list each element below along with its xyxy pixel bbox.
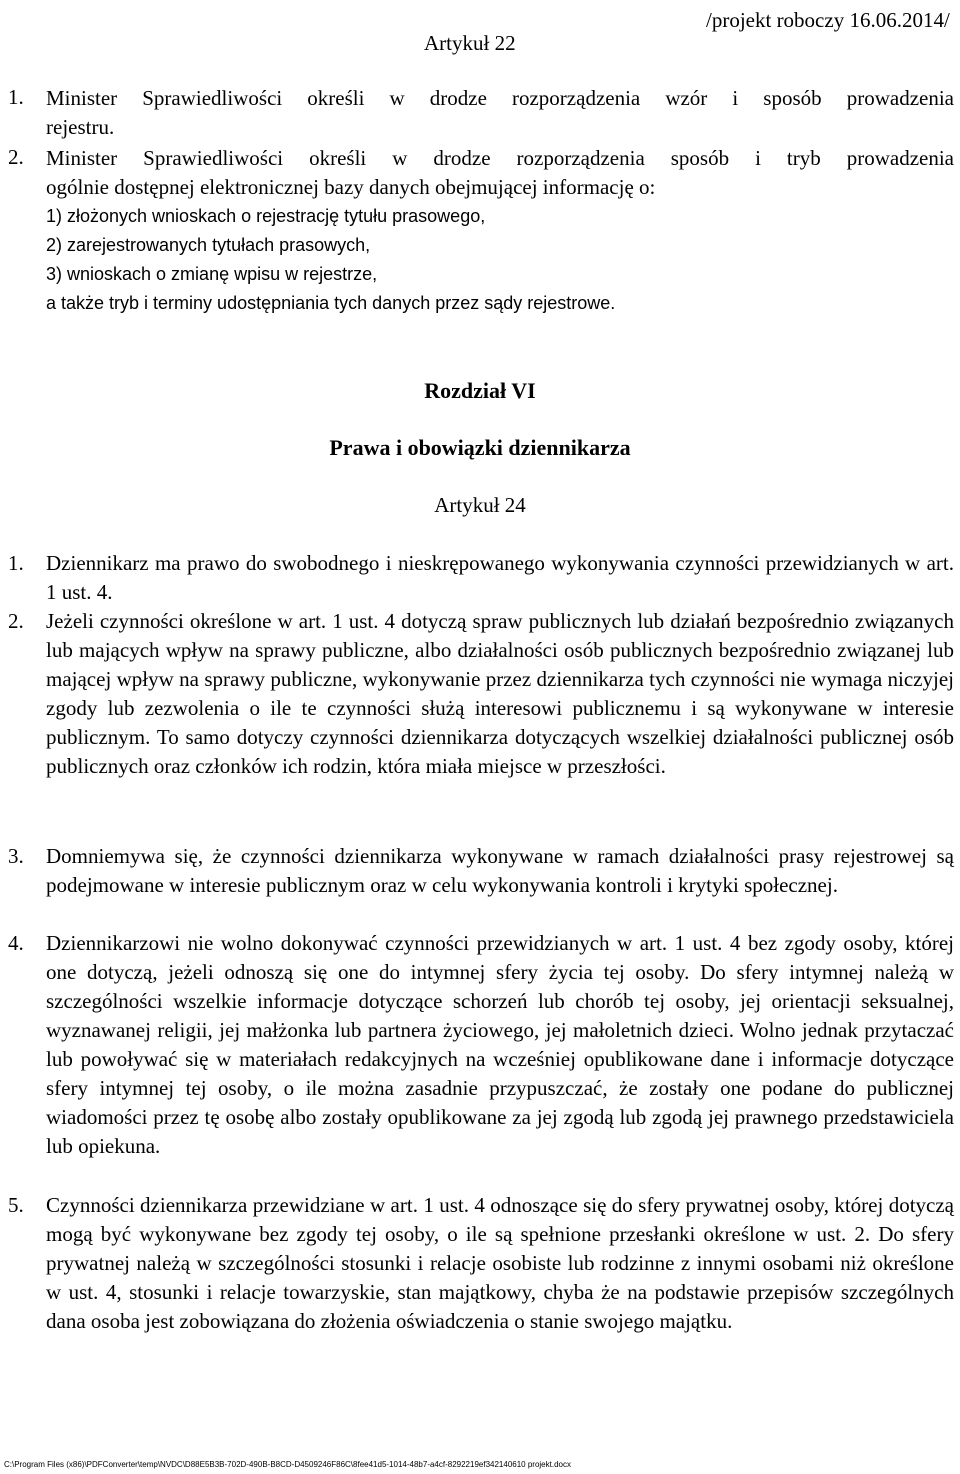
article-24-heading: Artykuł 24 (434, 493, 526, 517)
chapter-number: Rozdział VI (424, 378, 536, 403)
a22-p1-line1: Minister Sprawiedliwości określi w drodze rozporządzenia wzór i sposób prowadzenia (46, 86, 954, 110)
a24-p4-text: Dziennikarzowi nie wolno dokonywać czynności przewidzianych w art. 1 ust. 4 bez zgody osoby, której one dotyczą, jeżeli odnoszą się one do intymnej sfery życia tej osoby. Do sfery intymnej należą w szczególności wszelkie informacje dotyczące schorzeń lub chorób tej osoby, jej orientacji seksualnej, wyznawanej religii, jej małżonka lub partnera życiowego, jej małoletnich dzieci. Wolno jednak przytaczać lub powoływać się w materiałach redakcyjnych na wcześniej opublikowane dane i informacje dotyczące sfery intymnej tej osoby, o ile można zasadnie przypuszczać, że zostały one podane do publicznej wiadomości przez tę osobę albo zostały opublikowane za jej zgodą lub zgodą jej prawnego przedstawiciela lub opiekuna. (46, 931, 954, 1158)
a22-p1-line2: rejestru. (46, 115, 115, 139)
a22-p1-number: 1. (8, 85, 24, 109)
a24-p1-text: Dziennikarz ma prawo do swobodnego i nieskrępowanego wykonywania czynności przewidzianych w art. 1 ust. 4. (46, 551, 954, 604)
a24-p3-text: Domniemywa się, że czynności dziennikarza wykonywane w ramach działalności prasy rejestrowej są podejmowane w interesie publicznym oraz w celu wykonywania kontroli i krytyki społecznej. (46, 844, 954, 897)
a22-list-item: 3) wnioskach o zmianę wpisu w rejestrze, (46, 264, 378, 284)
a22-p2-line2: ogólnie dostępnej elektronicznej bazy danych obejmującej informację o: (46, 175, 656, 199)
draft-date-note: /projekt roboczy 16.06.2014/ (706, 8, 950, 32)
footer-file-path: C:\Program Files (x86)\PDFConverter\temp\NVDC\D88E5B3B-702D-490B-B8CD-D4509246F86C\8fee41d5-1014-48b7-a4cf-8292219ef342140610 projekt.docx (4, 1460, 571, 1469)
a22-p2-number: 2. (8, 145, 24, 169)
a24-p4-number: 4. (8, 931, 24, 955)
chapter-title: Prawa i obowiązki dziennikarza (329, 435, 631, 460)
a22-p2-line1: Minister Sprawiedliwości określi w drodze rozporządzenia sposób i tryb prowadzenia (46, 146, 954, 170)
a24-p2-number: 2. (8, 609, 24, 633)
a22-closing-line: a także tryb i terminy udostępniania tych danych przez sądy rejestrowe. (46, 293, 616, 313)
a24-p5-text: Czynności dziennikarza przewidziane w art. 1 ust. 4 odnoszące się do sfery prywatnej osoby, której dotyczą mogą być wykonywane bez zgody tej osoby, o ile są spełnione przesłanki określone w ust. 2. Do sfery prywatnej należą w szczególności stosunki i relacje osobiste lub rodzinne z innymi osobami niż określone w ust. 4, stosunki i relacje towarzyskie, stan majątkowy, chyba że na podstawie przepisów szczególnych dana osoba jest zobowiązana do złożenia oświadczenia o stanie swojego majątku. (46, 1193, 954, 1333)
a24-p1-number: 1. (8, 551, 24, 575)
a24-p3-number: 3. (8, 844, 24, 868)
a22-list-item: 2) zarejestrowanych tytułach prasowych, (46, 235, 371, 255)
a24-p2-text: Jeżeli czynności określone w art. 1 ust. 4 dotyczą spraw publicznych lub działań bezpośrednio związanych lub mających wpływ na sprawy publiczne, albo działalności osób publicznych bezpośrednio związanej lub mającej wpływ na sprawy publiczne, wykonywanie przez dziennikarza tych czynności nie wymaga niczyjej zgody lub zezwolenia o ile te czynności służą interesowi publicznemu i są wykonywane w interesie publicznym. To samo dotyczy czynności dziennikarza dotyczących wszelkiej działalności publicznej osób publicznych oraz członków ich rodzin, która miała miejsce w przeszłości. (46, 609, 954, 778)
a24-p5-number: 5. (8, 1193, 24, 1217)
a22-list-item: 1) złożonych wnioskach o rejestrację tytułu prasowego, (46, 206, 486, 226)
article-22-heading: Artykuł 22 (424, 31, 516, 55)
